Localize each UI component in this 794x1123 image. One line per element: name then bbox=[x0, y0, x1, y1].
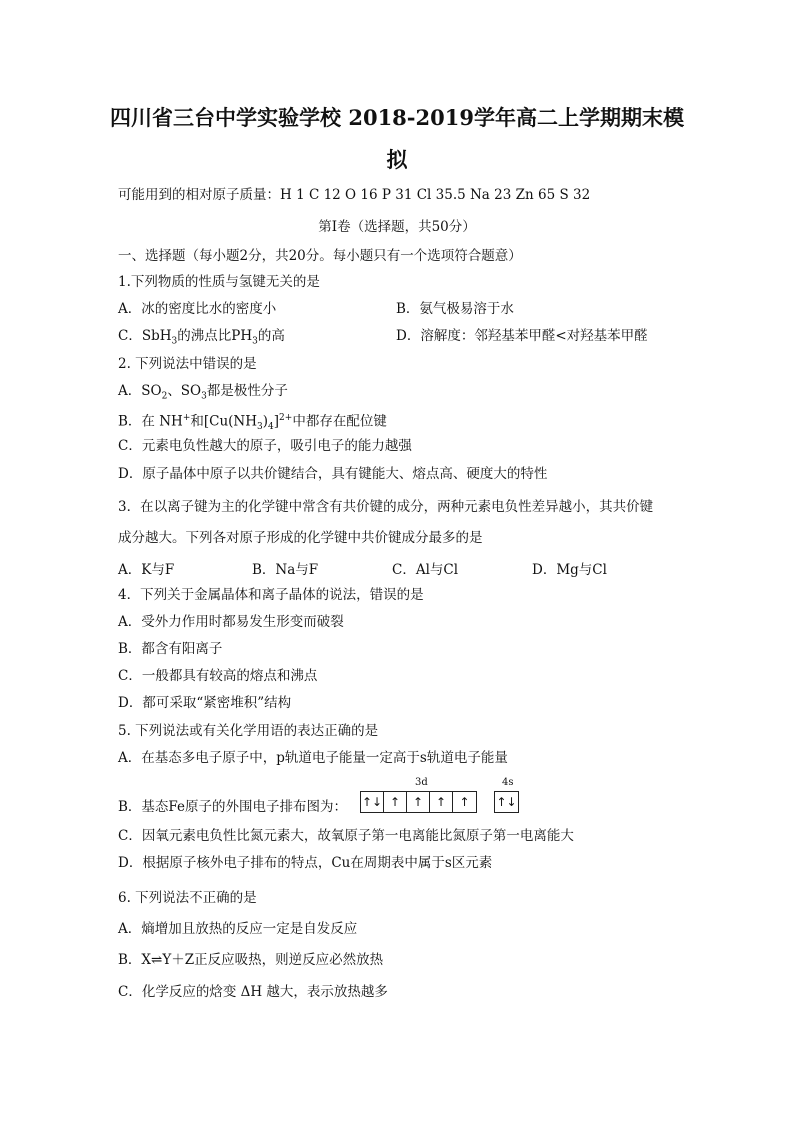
q5-stem: 5. 下列说法或有关化学用语的表达正确的是 bbox=[118, 723, 379, 739]
q5-option-a: A．在基态多电子原子中，p轨道电子能量一定高于s轨道电子能量 bbox=[118, 750, 508, 766]
q3-stem-line2: 成分越大。下列各对原子形成的化学键中共价键成分最多的是 bbox=[118, 530, 483, 546]
atomic-mass-list: 可能用到的相对原子质量：H 1 C 12 O 16 P 31 Cl 35.5 Na 23 Zn 65 S 32 bbox=[118, 187, 591, 203]
q2-option-c: C．元素电负性越大的原子，吸引电子的能力越强 bbox=[118, 438, 412, 454]
section-label: 第Ⅰ卷（选择题，共50分） bbox=[318, 219, 476, 235]
fe-orbital-diagram bbox=[360, 777, 530, 817]
q4-option-a: A．受外力作用时都易发生形变而破裂 bbox=[118, 614, 344, 630]
q6-stem: 6. 下列说法不正确的是 bbox=[118, 890, 257, 906]
q1-option-d: D．溶解度：邻羟基苯甲醛<对羟基苯甲醛 bbox=[396, 328, 648, 344]
q2-option-d: D．原子晶体中原子以共价键结合，具有键能大、熔点高、硬度大的特性 bbox=[118, 466, 548, 482]
orbital-3d-box-1: ↑↓ bbox=[361, 792, 384, 812]
q2-option-b: B．在 NH+和$[Cu(NH_3)_4]^{2+}$中都存在配位键 bbox=[118, 413, 387, 433]
orbital-3d-box-4: ↑ bbox=[430, 792, 453, 812]
orbital-3d-box-5: ↑ bbox=[459, 795, 470, 809]
q5-option-c: C．因氧元素电负性比氮元素大，故氧原子第一电离能比氮原子第一电离能大 bbox=[118, 828, 574, 844]
orbital-4s-label: 4s bbox=[502, 777, 514, 788]
q1-option-c: C．SbH$_3$的沸点比$PH_3$的高 bbox=[118, 328, 285, 347]
q3-stem-line1: 3．在以离子键为主的化学键中常含有共价键的成分，两种元素电负性差异越小，其共价键 bbox=[118, 499, 654, 515]
q4-option-d: D．都可采取“紧密堆积”结构 bbox=[118, 695, 292, 711]
q4-option-c: C．一般都具有较高的熔点和沸点 bbox=[118, 668, 318, 684]
q3-option-c: C．Al与Cl bbox=[392, 562, 459, 578]
q1-option-a: A．冰的密度比水的密度小 bbox=[118, 301, 277, 317]
q6-option-c: C．化学反应的焓变 ΔH 越大，表示放热越多 bbox=[118, 984, 388, 1000]
page-title-line2: 拟 bbox=[386, 147, 408, 172]
q5-option-b: B．基态Fe原子的外围电子排布图为： bbox=[118, 799, 348, 815]
orbital-3d-box-3: ↑ bbox=[407, 792, 430, 812]
q4-stem: 4．下列关于金属晶体和离子晶体的说法，错误的是 bbox=[118, 587, 424, 603]
q2-stem: 2. 下列说法中错误的是 bbox=[118, 356, 257, 372]
orbital-3d-box-2: ↑ bbox=[384, 792, 407, 812]
q3-option-a: A．K与F bbox=[118, 562, 175, 578]
q2-option-a: A．$SO_2$、$SO_3$都是极性分子 bbox=[118, 383, 288, 402]
q3-option-d: D．Mg与Cl bbox=[532, 562, 607, 578]
q6-option-b: B．X⇌Y＋Z正反应吸热，则逆反应必然放热 bbox=[118, 952, 384, 968]
part-label: 一、选择题（每小题2分，共20分。每小题只有一个选项符合题意） bbox=[118, 248, 522, 264]
orbital-3d-label: 3d bbox=[415, 777, 428, 788]
q5-option-d: D．根据原子核外电子排布的特点，Cu在周期表中属于s区元素 bbox=[118, 855, 493, 871]
q3-option-b: B．Na与F bbox=[252, 562, 319, 578]
q6-option-a: A．熵增加且放热的反应一定是自发反应 bbox=[118, 921, 358, 937]
q4-option-b: B．都含有阳离子 bbox=[118, 641, 223, 657]
q1-option-b: B．氨气极易溶于水 bbox=[396, 301, 514, 317]
orbital-4s-boxes bbox=[494, 791, 519, 813]
q1-stem: 1.下列物质的性质与氢键无关的是 bbox=[118, 274, 320, 290]
orbital-3d-boxes bbox=[360, 791, 477, 813]
orbital-4s-box-1: ↑↓ bbox=[496, 795, 517, 809]
page-title-line1: 四川省三台中学实验学校 2018-2019学年高二上学期期末模 bbox=[110, 105, 684, 130]
